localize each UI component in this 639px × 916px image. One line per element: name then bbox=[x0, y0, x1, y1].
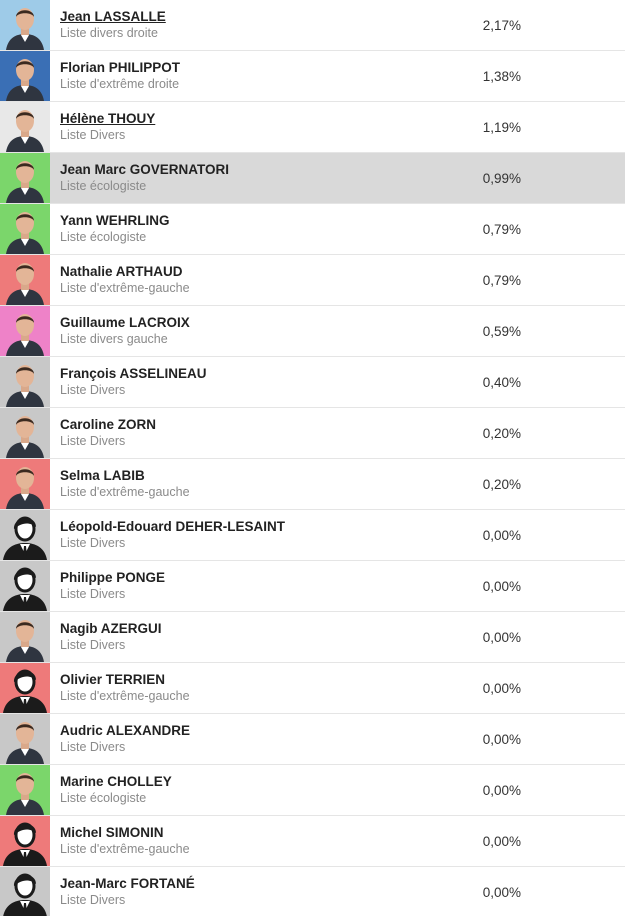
candidate-score: 0,40% bbox=[482, 374, 521, 390]
candidate-row[interactable] bbox=[0, 357, 625, 408]
candidate-party: Liste Divers bbox=[60, 893, 126, 907]
person-silhouette-icon bbox=[0, 867, 50, 916]
candidate-party: Liste Divers bbox=[60, 536, 126, 550]
candidate-row[interactable] bbox=[0, 612, 625, 663]
candidate-photo bbox=[0, 0, 50, 50]
candidate-info bbox=[50, 875, 401, 909]
candidate-photo bbox=[0, 765, 50, 815]
candidate-info bbox=[50, 263, 401, 297]
candidate-info bbox=[50, 8, 401, 42]
candidate-party: Liste d'extrême-gauche bbox=[60, 689, 190, 703]
candidate-photo bbox=[0, 459, 50, 509]
candidate-party: Liste écologiste bbox=[60, 179, 147, 193]
candidate-info bbox=[50, 824, 401, 858]
candidate-party: Liste écologiste bbox=[60, 230, 147, 244]
candidate-party: Liste Divers bbox=[60, 587, 126, 601]
person-silhouette-icon bbox=[0, 561, 50, 611]
candidate-name[interactable]: Olivier TERRIEN bbox=[60, 672, 166, 687]
candidate-row[interactable] bbox=[0, 408, 625, 459]
candidate-name[interactable]: Jean-Marc FORTANÉ bbox=[60, 876, 195, 891]
candidate-name[interactable]: Jean Marc GOVERNATORI bbox=[60, 162, 230, 177]
candidate-row[interactable] bbox=[0, 255, 625, 306]
candidate-row[interactable] bbox=[0, 867, 625, 916]
candidate-score: 0,79% bbox=[482, 221, 521, 237]
candidate-photo bbox=[0, 408, 50, 458]
candidate-row[interactable] bbox=[0, 663, 625, 714]
candidate-name[interactable]: Marine CHOLLEY bbox=[60, 774, 172, 789]
candidate-party: Liste divers gauche bbox=[60, 332, 168, 346]
candidate-photo bbox=[0, 102, 50, 152]
candidate-name[interactable]: Nathalie ARTHAUD bbox=[60, 264, 183, 279]
candidate-score: 0,20% bbox=[482, 476, 521, 492]
candidate-name[interactable]: Audric ALEXANDRE bbox=[60, 723, 191, 738]
candidate-photo bbox=[0, 357, 50, 407]
candidate-info bbox=[50, 161, 401, 195]
candidate-party: Liste d'extrême droite bbox=[60, 77, 180, 91]
candidate-name[interactable]: Philippe PONGE bbox=[60, 570, 166, 585]
candidate-info bbox=[50, 365, 401, 399]
candidate-party: Liste d'extrême-gauche bbox=[60, 842, 190, 856]
candidate-row[interactable] bbox=[0, 510, 625, 561]
candidate-score: 0,79% bbox=[482, 272, 521, 288]
candidate-row[interactable] bbox=[0, 102, 625, 153]
candidate-info bbox=[50, 773, 401, 807]
candidate-score: 0,00% bbox=[482, 578, 521, 594]
candidate-photo bbox=[0, 612, 50, 662]
candidate-party: Liste Divers bbox=[60, 128, 126, 142]
candidate-info bbox=[50, 467, 401, 501]
candidate-name[interactable]: Caroline ZORN bbox=[60, 417, 157, 432]
candidate-name[interactable]: Nagib AZERGUI bbox=[60, 621, 162, 636]
candidate-score: 0,00% bbox=[482, 731, 521, 747]
candidate-row[interactable] bbox=[0, 51, 625, 102]
candidate-row[interactable] bbox=[0, 306, 625, 357]
candidate-row[interactable] bbox=[0, 816, 625, 867]
person-silhouette-icon bbox=[0, 816, 50, 866]
candidate-name[interactable]: Selma LABIB bbox=[60, 468, 145, 483]
candidate-party: Liste divers droite bbox=[60, 26, 158, 40]
candidate-name[interactable]: François ASSELINEAU bbox=[60, 366, 207, 381]
candidate-party: Liste d'extrême-gauche bbox=[60, 485, 190, 499]
candidate-score: 0,20% bbox=[482, 425, 521, 441]
candidate-name[interactable]: Michel SIMONIN bbox=[60, 825, 164, 840]
candidate-row[interactable] bbox=[0, 765, 625, 816]
candidate-row[interactable] bbox=[0, 561, 625, 612]
candidate-info bbox=[50, 671, 401, 705]
candidate-info bbox=[50, 416, 401, 450]
candidate-score: 0,00% bbox=[482, 833, 521, 849]
candidate-score: 0,00% bbox=[482, 782, 521, 798]
candidate-info bbox=[50, 212, 401, 246]
candidate-score: 0,00% bbox=[482, 527, 521, 543]
candidate-info bbox=[50, 620, 401, 654]
candidate-party: Liste Divers bbox=[60, 434, 126, 448]
candidate-info bbox=[50, 518, 401, 552]
candidate-score: 1,19% bbox=[482, 119, 521, 135]
candidate-photo bbox=[0, 204, 50, 254]
candidate-name[interactable]: Hélène THOUY bbox=[60, 111, 156, 126]
candidate-score: 0,99% bbox=[482, 170, 521, 186]
candidate-photo bbox=[0, 51, 50, 101]
candidate-party: Liste Divers bbox=[60, 383, 126, 397]
candidate-party: Liste Divers bbox=[60, 638, 126, 652]
candidate-photo bbox=[0, 306, 50, 356]
candidate-row[interactable] bbox=[0, 0, 625, 51]
candidate-party: Liste Divers bbox=[60, 740, 126, 754]
candidate-info bbox=[50, 569, 401, 603]
candidate-name[interactable]: Florian PHILIPPOT bbox=[60, 60, 181, 75]
candidate-score: 0,00% bbox=[482, 884, 521, 900]
candidate-name[interactable]: Léopold-Edouard DEHER-LESAINT bbox=[60, 519, 285, 534]
candidate-row[interactable] bbox=[0, 204, 625, 255]
candidate-score: 0,00% bbox=[482, 680, 521, 696]
candidate-name[interactable]: Guillaume LACROIX bbox=[60, 315, 190, 330]
candidate-photo bbox=[0, 714, 50, 764]
candidate-info bbox=[50, 722, 401, 756]
candidate-score: 2,17% bbox=[482, 17, 521, 33]
candidate-row[interactable] bbox=[0, 153, 625, 204]
candidate-name[interactable]: Jean LASSALLE bbox=[60, 9, 166, 24]
candidate-score: 0,00% bbox=[482, 629, 521, 645]
candidate-row[interactable] bbox=[0, 714, 625, 765]
candidate-party: Liste écologiste bbox=[60, 791, 147, 805]
candidate-info bbox=[50, 59, 401, 93]
candidate-party: Liste d'extrême-gauche bbox=[60, 281, 190, 295]
candidate-photo bbox=[0, 153, 50, 203]
candidate-photo bbox=[0, 255, 50, 305]
candidate-info bbox=[50, 314, 401, 348]
candidate-score: 0,59% bbox=[482, 323, 521, 339]
person-silhouette-icon bbox=[0, 663, 50, 713]
candidate-score: 1,38% bbox=[482, 68, 521, 84]
candidate-row[interactable] bbox=[0, 459, 625, 510]
person-silhouette-icon bbox=[0, 510, 50, 560]
candidate-name[interactable]: Yann WEHRLING bbox=[60, 213, 170, 228]
candidate-info bbox=[50, 110, 401, 144]
